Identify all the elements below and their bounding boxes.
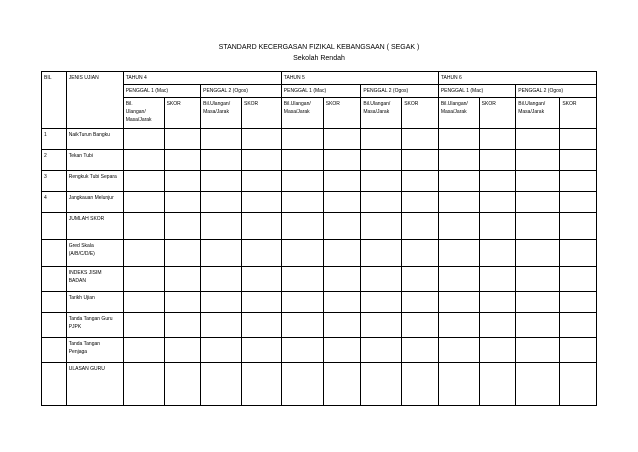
score-cell [201,363,242,406]
score-cell [560,292,597,313]
score-cell [560,267,597,292]
score-cell [123,338,164,363]
score-cell [164,313,201,338]
col-header-skor: SKOR [241,98,281,129]
score-cell [281,150,323,171]
score-cell [241,171,281,192]
score-cell [479,313,516,338]
header-row-penggal [42,85,597,98]
score-cell [438,267,479,292]
score-cell [241,213,281,240]
row-label: INDEKS JISIM BADAN [66,267,123,292]
score-cell [201,240,242,267]
col-header-jenis-ujian: JENIS UJIAN [66,72,123,129]
score-cell [241,192,281,213]
header-row-years [42,72,597,85]
score-cell [201,267,242,292]
row-label: JUMLAH SKOR [66,213,123,240]
score-cell [402,129,439,150]
score-cell [281,213,323,240]
row-number [42,213,67,240]
score-cell [123,150,164,171]
score-cell [479,338,516,363]
col-header-year: TAHUN 4 [123,72,281,85]
row-label: Gred Skala (A/B/C/D/E) [66,240,123,267]
score-cell [438,313,479,338]
col-header-bil-ulangan: Bil.Ulangan/ Masa/Jarak [201,98,242,129]
score-cell [438,292,479,313]
score-cell [281,240,323,267]
score-cell [402,240,439,267]
score-cell [123,213,164,240]
table-row [42,171,597,192]
score-cell [164,192,201,213]
score-cell [479,192,516,213]
row-number: 4 [42,192,67,213]
col-header-skor: SKOR [323,98,361,129]
score-cell [402,313,439,338]
row-label: Tanda Tangan Penjaga [66,338,123,363]
table-row [42,213,597,240]
score-cell [201,192,242,213]
score-cell [164,129,201,150]
segak-score-table [41,71,597,406]
col-header-bil-ulangan: Bil.Ulangan/ Masa/Jarak [516,98,560,129]
score-cell [479,150,516,171]
score-cell [201,150,242,171]
score-cell [281,171,323,192]
score-cell [361,213,402,240]
score-cell [479,240,516,267]
score-cell [281,338,323,363]
score-cell [361,150,402,171]
score-cell [201,338,242,363]
score-cell [323,150,361,171]
row-label: Rengkuk Tubi Separa [66,171,123,192]
col-header-penggal-2: PENGGAL 2 (Ogos) [201,85,282,98]
score-cell [438,338,479,363]
score-cell [479,213,516,240]
score-cell [402,171,439,192]
score-cell [479,267,516,292]
table-row [42,150,597,171]
score-cell [241,267,281,292]
row-label: Tekan Tubi [66,150,123,171]
score-cell [201,313,242,338]
score-cell [323,129,361,150]
table-row [42,363,597,406]
col-header-bil-ulangan: Bil.Ulangan/ Masa/Jarak [438,98,479,129]
score-cell [560,313,597,338]
score-cell [560,150,597,171]
col-header-bil-ulangan: Bil.Ulangan/ Masa/Jarak [361,98,402,129]
score-cell [361,363,402,406]
score-cell [438,363,479,406]
score-cell [361,192,402,213]
score-cell [164,240,201,267]
score-cell [281,129,323,150]
score-cell [479,292,516,313]
score-cell [560,240,597,267]
score-cell [438,240,479,267]
score-cell [123,129,164,150]
score-cell [402,363,439,406]
score-cell [164,338,201,363]
score-cell [123,363,164,406]
row-number [42,313,67,338]
score-cell [361,171,402,192]
score-cell [164,363,201,406]
score-cell [323,213,361,240]
score-cell [361,292,402,313]
header-row-measures [42,98,597,129]
score-cell [402,150,439,171]
score-cell [560,363,597,406]
score-cell [164,213,201,240]
score-cell [123,240,164,267]
row-label: Tarikh Ujian [66,292,123,313]
col-header-year: TAHUN 6 [438,72,596,85]
col-header-skor: SKOR [402,98,439,129]
col-header-bil-ulangan: Bil. Ulangan/ Masa/Jarak [123,98,164,129]
col-header-skor: SKOR [560,98,597,129]
col-header-skor: SKOR [164,98,201,129]
score-cell [361,267,402,292]
col-header-year: TAHUN 5 [281,72,438,85]
score-cell [123,292,164,313]
table-row [42,267,597,292]
score-cell [323,292,361,313]
score-cell [323,338,361,363]
table-row [42,292,597,313]
score-cell [516,240,560,267]
score-cell [479,129,516,150]
row-number: 1 [42,129,67,150]
score-cell [479,171,516,192]
score-cell [164,171,201,192]
col-header-penggal-2: PENGGAL 2 (Ogos) [361,85,438,98]
score-cell [241,129,281,150]
score-cell [560,129,597,150]
row-number [42,240,67,267]
document-title: STANDARD KECERGASAN FIZIKAL KEBANGSAAN ( SEGAK ) [218,44,420,51]
col-header-penggal-1: PENGGAL 1 (Mac) [281,85,361,98]
score-cell [323,313,361,338]
score-cell [479,363,516,406]
score-cell [361,313,402,338]
score-cell [281,292,323,313]
score-cell [241,292,281,313]
score-cell [516,192,560,213]
table-row [42,129,597,150]
score-cell [241,338,281,363]
score-cell [516,150,560,171]
score-cell [438,171,479,192]
score-cell [560,338,597,363]
score-cell [281,313,323,338]
score-cell [560,192,597,213]
col-header-penggal-1: PENGGAL 1 (Mac) [438,85,515,98]
row-number [42,338,67,363]
score-cell [402,267,439,292]
score-cell [201,171,242,192]
col-header-skor: SKOR [479,98,516,129]
score-cell [323,192,361,213]
score-cell [516,171,560,192]
col-header-penggal-1: PENGGAL 1 (Mac) [123,85,200,98]
table-row [42,192,597,213]
col-header-bil-ulangan: Bil.Ulangan/ Masa/Jarak [281,98,323,129]
score-cell [438,192,479,213]
score-cell [241,240,281,267]
score-cell [201,213,242,240]
row-label: Jangkauan Melunjur [66,192,123,213]
score-cell [438,213,479,240]
row-number [42,292,67,313]
score-cell [323,363,361,406]
score-cell [123,171,164,192]
score-cell [516,129,560,150]
score-cell [516,292,560,313]
score-cell [164,292,201,313]
col-header-bil: BIL [42,72,67,129]
row-number: 3 [42,171,67,192]
score-cell [323,240,361,267]
score-cell [438,129,479,150]
score-cell [123,313,164,338]
table-row [42,240,597,267]
score-cell [164,267,201,292]
score-cell [281,267,323,292]
row-number [42,267,67,292]
row-label: ULASAN GURU [66,363,123,406]
score-cell [323,267,361,292]
score-cell [164,150,201,171]
score-cell [323,171,361,192]
score-cell [516,363,560,406]
row-number: 2 [42,150,67,171]
score-cell [241,313,281,338]
table-row [42,338,597,363]
row-label: NaikTurun Bangku [66,129,123,150]
score-cell [361,338,402,363]
score-cell [516,313,560,338]
score-cell [281,192,323,213]
score-cell [516,213,560,240]
document-subtitle: Sekolah Rendah [293,55,345,62]
score-cell [516,338,560,363]
score-cell [402,292,439,313]
score-cell [438,150,479,171]
score-cell [560,171,597,192]
score-cell [402,338,439,363]
score-cell [516,267,560,292]
score-cell [123,267,164,292]
score-cell [201,292,242,313]
score-cell [123,192,164,213]
score-cell [560,213,597,240]
score-cell [402,213,439,240]
table-row [42,313,597,338]
score-cell [361,129,402,150]
score-cell [201,129,242,150]
score-cell [402,192,439,213]
score-cell [241,150,281,171]
col-header-penggal-2: PENGGAL 2 (Ogos) [516,85,597,98]
score-cell [241,363,281,406]
row-label: Tanda Tangan Guru PJPK [66,313,123,338]
score-cell [281,363,323,406]
score-cell [361,240,402,267]
row-number [42,363,67,406]
